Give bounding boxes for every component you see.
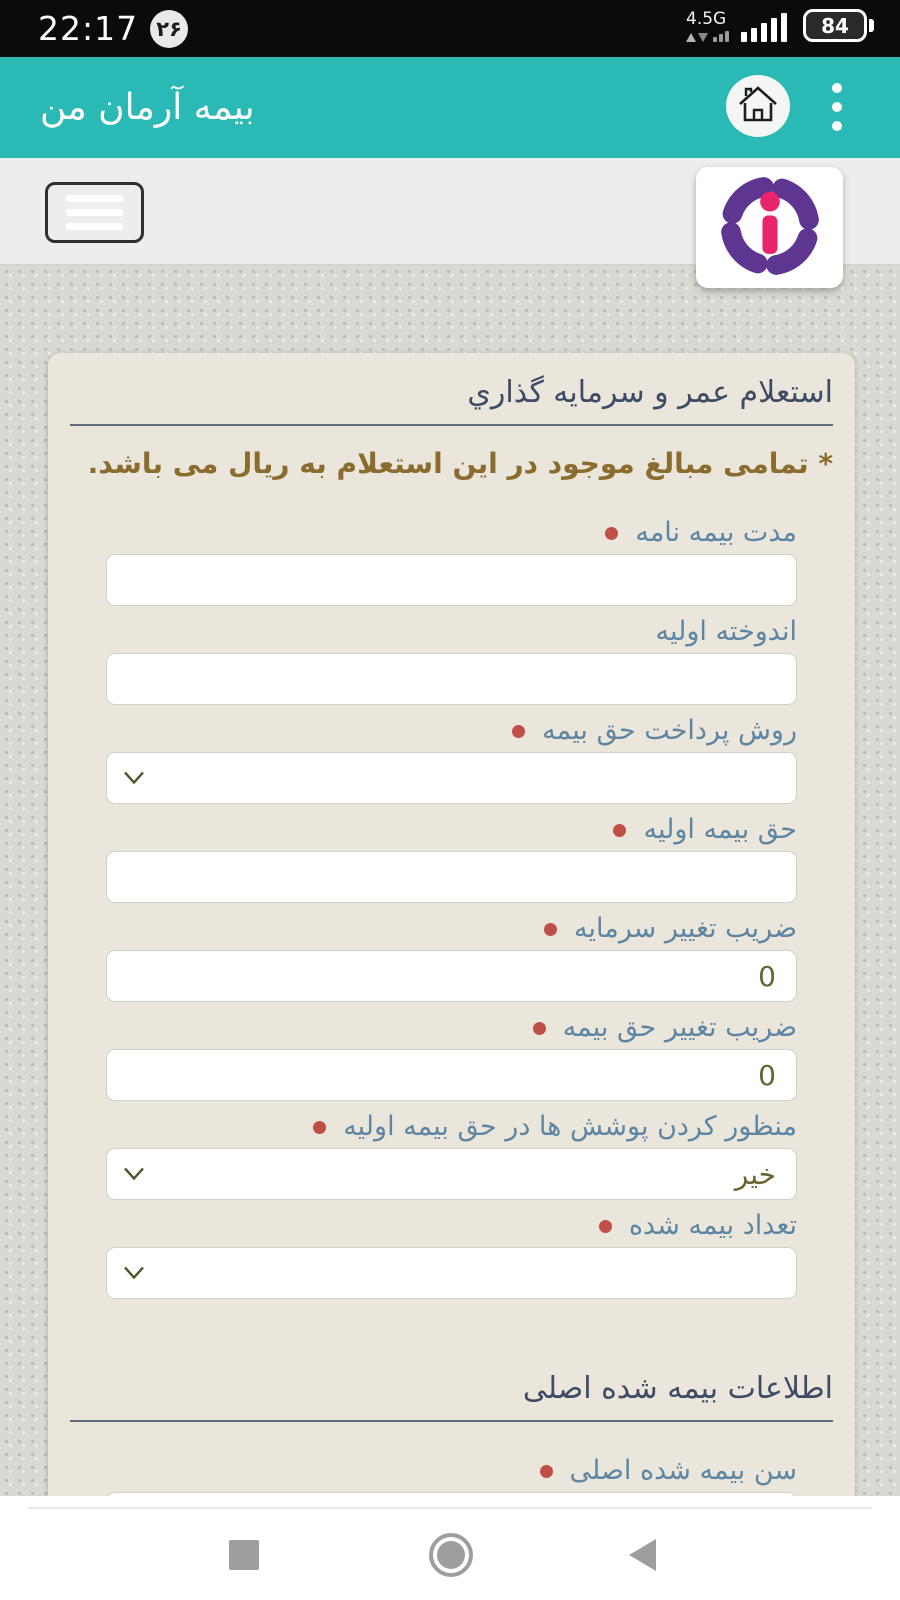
back-triangle-icon[interactable] <box>629 1539 656 1571</box>
field-insured-count <box>106 1209 797 1299</box>
initial-premium-label: حق بیمه اولیه <box>643 814 797 846</box>
required-dot-icon <box>544 923 557 936</box>
premium-payment-method-label: روش پرداخت حق بیمه <box>542 715 797 747</box>
home-button[interactable] <box>726 75 790 137</box>
status-bar <box>0 0 900 57</box>
form-title: استعلام عمر و سرمایه گذاري <box>70 373 833 426</box>
home-icon <box>737 84 779 128</box>
initial-savings-input[interactable] <box>106 653 797 705</box>
field-label-row <box>106 615 797 649</box>
include-coverages-in-premium-value: خیر <box>734 1157 776 1191</box>
field-label-row <box>106 1209 797 1243</box>
chevron-down-icon <box>123 1167 145 1182</box>
field-label-row <box>106 1110 797 1144</box>
battery-icon <box>803 9 874 42</box>
nav-divider <box>28 1507 872 1509</box>
field-label-row <box>106 912 797 946</box>
arman-swirl-logo-icon <box>712 168 828 288</box>
field-policy-duration <box>106 516 797 606</box>
required-dot-icon <box>540 1465 553 1478</box>
android-nav-bar <box>0 1496 900 1600</box>
kebab-menu-icon <box>832 83 842 93</box>
notification-badge: ۲۶ <box>150 10 188 48</box>
required-dot-icon <box>533 1022 546 1035</box>
status-left <box>38 9 188 48</box>
rial-note: * تمامی مبالغ موجود در این استعلام به ریال می باشد. <box>87 447 833 480</box>
include-coverages-in-premium-label: منظور کردن پوشش ها در حق بیمه اولیه <box>343 1111 797 1143</box>
policy-duration-label: مدت بیمه نامه <box>635 517 797 549</box>
premium-change-coefficient-input[interactable] <box>106 1049 797 1101</box>
inquiry-form-card <box>48 353 855 1600</box>
sim2-signal-icon <box>713 31 729 42</box>
field-premium-change-coefficient <box>106 1011 797 1101</box>
field-initial-premium <box>106 813 797 903</box>
field-label-row <box>106 813 797 847</box>
chevron-down-icon <box>123 771 145 786</box>
main-insured-age-label: سن بیمه شده اصلی <box>569 1455 797 1487</box>
field-label-row <box>106 714 797 748</box>
premium-change-coefficient-label: ضریب تغییر حق بیمه <box>562 1012 797 1044</box>
required-dot-icon <box>599 1220 612 1233</box>
network-type-label: 4.5G <box>686 9 727 29</box>
home-circle-icon[interactable] <box>429 1533 473 1577</box>
brand-logo-card <box>696 167 843 288</box>
capital-change-coefficient-label: ضریب تغییر سرمایه <box>574 913 797 945</box>
recents-square-icon[interactable] <box>229 1540 259 1570</box>
required-dot-icon <box>605 527 618 540</box>
initial-premium-input[interactable] <box>106 851 797 903</box>
form-fields <box>106 516 797 1299</box>
status-right <box>686 9 874 48</box>
include-coverages-in-premium-select[interactable] <box>106 1148 797 1200</box>
app-title: بیمه آرمان من <box>40 87 255 128</box>
field-capital-change-coefficient <box>106 912 797 1002</box>
field-label-row <box>106 516 797 550</box>
capital-change-coefficient-input[interactable] <box>106 950 797 1002</box>
policy-duration-input[interactable] <box>106 554 797 606</box>
premium-payment-method-select[interactable] <box>106 752 797 804</box>
overflow-menu-button[interactable] <box>832 83 842 131</box>
hamburger-menu-icon <box>66 195 123 202</box>
field-label-row <box>106 1011 797 1045</box>
insured-count-label: تعداد بیمه شده <box>628 1210 797 1242</box>
page-content <box>0 265 900 1600</box>
app-bar <box>0 57 900 158</box>
clock: 22:17 <box>38 9 139 48</box>
required-dot-icon <box>512 725 525 738</box>
network-activity-arrows-icon <box>686 30 729 42</box>
network-indicator <box>686 11 729 42</box>
hamburger-menu-button[interactable] <box>45 182 144 243</box>
field-include-coverages-in-premium <box>106 1110 797 1200</box>
field-initial-savings <box>106 615 797 705</box>
chevron-down-icon <box>123 1266 145 1281</box>
insured-count-select[interactable] <box>106 1247 797 1299</box>
field-premium-payment-method <box>106 714 797 804</box>
required-dot-icon <box>313 1121 326 1134</box>
signal-bars-icon <box>741 12 787 42</box>
battery-percent: 84 <box>821 13 849 38</box>
field-label-row <box>106 1454 797 1488</box>
section-title-main-insured: اطلاعات بیمه شده اصلی <box>70 1369 833 1422</box>
initial-savings-label: اندوخته اولیه <box>655 616 797 648</box>
required-dot-icon <box>613 824 626 837</box>
